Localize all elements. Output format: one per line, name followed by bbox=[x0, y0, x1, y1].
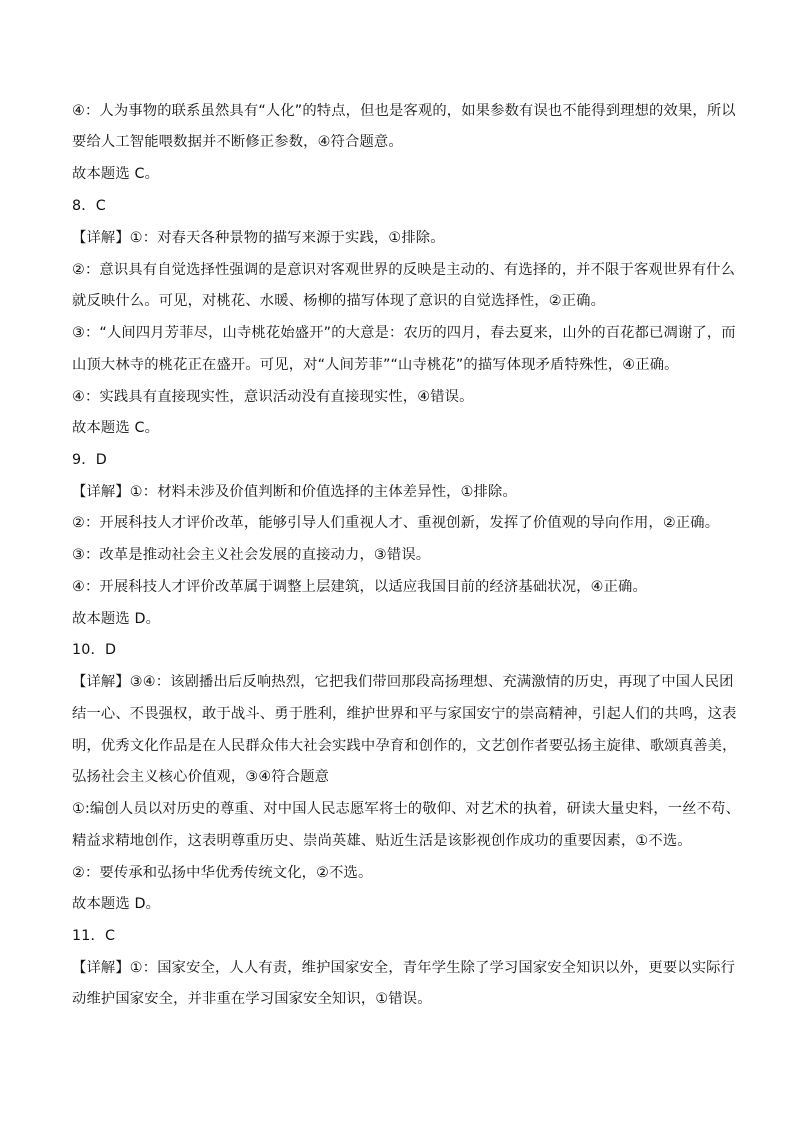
text-line: ②：要传承和弘扬中华优秀传统文化，②不选。 bbox=[72, 865, 373, 881]
text-line: 精益求精地创作，这表明尊重历史、崇尚英雄、贴近生活是该影视创作成功的重要因素，①不选。 bbox=[72, 833, 692, 849]
text-line: 就反映什么。可见，对桃花、水暖、杨柳的描写体现了意识的自觉选择性，②正确。 bbox=[72, 293, 606, 309]
text-line: 动维护国家安全，并非重在学习国家安全知识，①错误。 bbox=[72, 991, 432, 1007]
text-line: ④：开展科技人才评价改革属于调整上层建筑，以适应我国目前的经济基础状况，④正确。 bbox=[72, 579, 647, 595]
text-line: 故本题选 C。 bbox=[72, 166, 160, 182]
question-number: 8．C bbox=[72, 198, 106, 214]
question-number: 10．D bbox=[72, 642, 117, 658]
question-number: 11．C bbox=[72, 928, 116, 944]
text-line: 【详解】①：材料未涉及价值判断和价值选择的主体差异性，①排除。 bbox=[72, 484, 517, 500]
text-line: 结一心、不畏强权，敢于战斗、勇于胜利，维护世界和平与家国安宁的崇高精神，引起人们的共鸣，这表 bbox=[72, 706, 737, 722]
text-line: 故本题选 D。 bbox=[72, 611, 161, 627]
text-line: 故本题选 D。 bbox=[72, 896, 161, 912]
question-number: 9．D bbox=[72, 452, 107, 468]
text-line: ③：“人间四月芳菲尽，山寺桃花始盛开”的大意是：农历的四月，春去夏来，山外的百花都已凋谢了，而 bbox=[72, 325, 736, 341]
text-line: 【详解】①：国家安全，人人有责，维护国家安全，青年学生除了学习国家安全知识以外，更要以实际行 bbox=[72, 960, 736, 976]
text-line: 【详解】①：对春天各种景物的描写来源于实践，①排除。 bbox=[72, 230, 445, 246]
text-line: 明，优秀文化作品是在人民群众伟大社会实践中孕育和创作的，文艺创作者要弘扬主旋律、歌颂真善美， bbox=[72, 738, 737, 754]
text-line: 弘扬社会主义核心价值观，③④符合题意 bbox=[72, 769, 330, 785]
text-line: ③：改革是推动社会主义社会发展的直接动力，③错误。 bbox=[72, 547, 431, 563]
text-line: ①:编创人员以对历史的尊重、对中国人民志愿军将士的敬仰、对艺术的执着，研读大量史料，一丝不苟、 bbox=[72, 801, 741, 817]
text-line: ②：意识具有自觉选择性强调的是意识对客观世界的反映是主动的、有选择的，并不限于客观世界有什么 bbox=[72, 262, 736, 278]
text-line: 【详解】③④：该剧播出后反响热烈，它把我们带回那段高扬理想、充满激情的历史，再现了中国人民团 bbox=[72, 674, 734, 690]
text-line: ④：实践具有直接现实性，意识活动没有直接现实性，④错误。 bbox=[72, 389, 474, 405]
text-line: ④：人为事物的联系虽然具有“人化”的特点，但也是客观的，如果参数有误也不能得到理想的效果，所以 bbox=[72, 103, 736, 119]
text-line: 山顶大林寺的桃花正在盛开。可见，对“人间芳菲”“山寺桃花”的描写体现矛盾特殊性，④正确。 bbox=[72, 357, 679, 373]
text-line: 故本题选 C。 bbox=[72, 420, 160, 436]
text-line: 要给人工智能喂数据并不断修正参数，④符合题意。 bbox=[72, 134, 403, 150]
text-line: ②：开展科技人才评价改革，能够引导人们重视人才、重视创新，发挥了价值观的导向作用，②正确。 bbox=[72, 515, 720, 531]
